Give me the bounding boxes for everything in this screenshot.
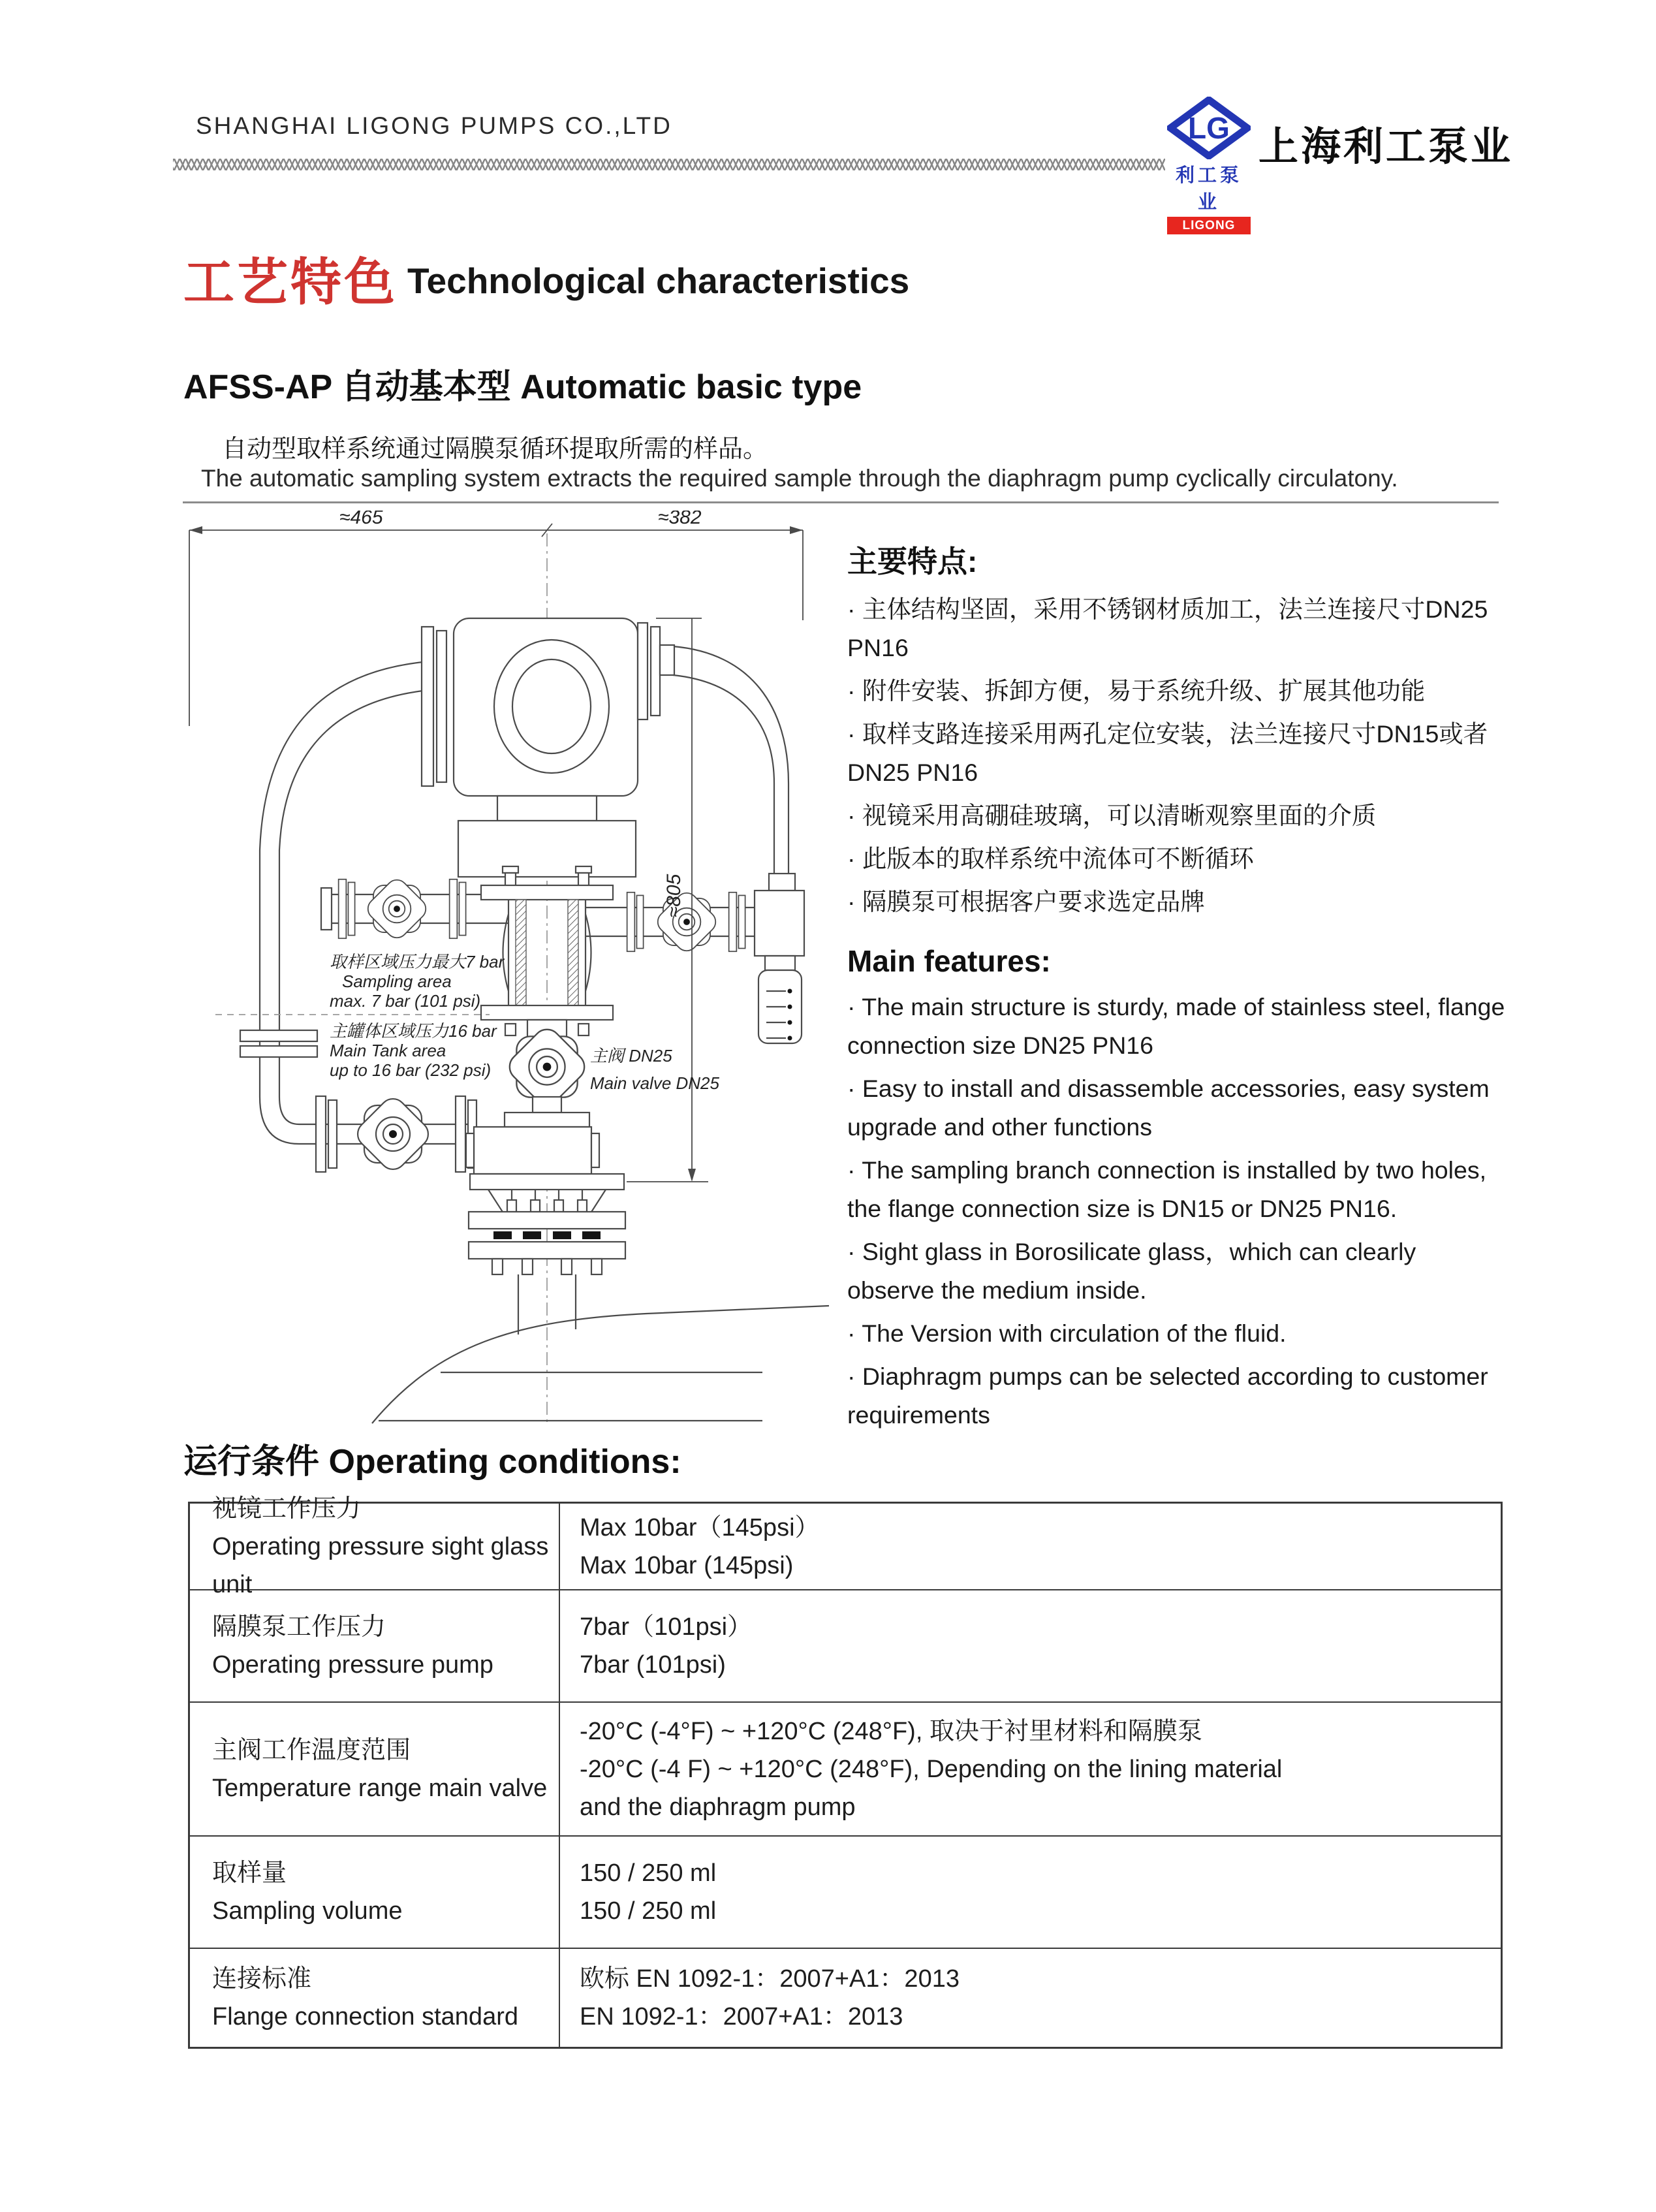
bullet-dot: · <box>847 677 862 704</box>
header-divider-pattern <box>173 159 1165 170</box>
dim-height: ≈805 <box>663 874 685 918</box>
feature-item-zh: · 视镜采用高硼硅玻璃，可以清晰观察里面的介质 <box>847 802 1377 829</box>
features-heading-en: Main features: <box>847 944 1051 978</box>
divider-rule <box>183 501 1499 503</box>
operating-conditions-table <box>188 1494 1503 2049</box>
features-heading-zh: 主要特点: <box>847 545 978 578</box>
description-en: The automatic sampling system extracts the required sample through the diaphragm pump cyclically circulatony. <box>201 465 1398 492</box>
bullet-dot: · <box>847 845 862 872</box>
logo-monogram: LG <box>1188 111 1230 145</box>
dim-width-left: ≈465 <box>339 511 383 528</box>
bullet-dot: · <box>847 1156 862 1184</box>
bullet-dot: · <box>847 993 862 1020</box>
table-row-label: 取样量 Sampling volume <box>190 1837 560 1949</box>
features-panel <box>847 538 1508 1439</box>
feature-item-zh: · 主体结构坚固，采用不锈钢材质加工，法兰连接尺寸DN25 PN16 <box>847 595 1488 661</box>
company-name: SHANGHAI LIGONG PUMPS CO.,LTD <box>196 112 672 139</box>
feature-item-en: · The sampling branch connection is installed by two holes, the flange connection size is DN15 or DN25 PN16. <box>847 1156 1487 1222</box>
table-row-label: 视镜工作压力 Operating pressure sight glass unit <box>190 1504 560 1590</box>
feature-item-en: · The main structure is sturdy, made of stainless steel, flange connection size DN25 PN16 <box>847 993 1505 1059</box>
note-tank-zh: 主罐体区域压力16 bar <box>330 1021 497 1041</box>
sample-bottle <box>758 956 802 1043</box>
feature-item-en: · The Version with circulation of the fluid. <box>847 1319 1287 1347</box>
brand-title: 上海利工泵业 <box>1258 124 1514 168</box>
table-row-value: 7bar（101psi） 7bar (101psi) <box>560 1590 1501 1703</box>
feature-item-en: · Sight glass in Borosilicate glass，which can clearly observe the medium inside. <box>847 1238 1416 1304</box>
left-branch-valve <box>339 876 466 942</box>
feature-item-zh: · 附件安装、拆卸方便，易于系统升级、扩展其他功能 <box>847 677 1426 704</box>
bullet-dot: · <box>847 802 862 829</box>
note-sampling-zh: 取样区域压力最大7 bar <box>330 952 505 972</box>
bullet-dot: · <box>847 888 862 915</box>
bullet-dot: · <box>847 720 862 748</box>
label-main-valve-en: Main valve DN25 <box>590 1073 719 1093</box>
note-tank-en2: up to 16 bar (232 psi) <box>330 1060 492 1080</box>
right-return-tube <box>673 646 789 876</box>
diaphragm-pump-head <box>422 618 674 796</box>
note-sampling-en1: Sampling area <box>342 972 452 991</box>
note-tank-en1: Main Tank area <box>330 1041 446 1060</box>
table-row-label: 隔膜泵工作压力 Operating pressure pump <box>190 1590 560 1703</box>
main-valve <box>504 1024 590 1127</box>
table-row-label: 主阀工作温度范围 Temperature range main valve <box>190 1703 560 1837</box>
feature-item-en: · Easy to install and disassemble accessories, easy system upgrade and other functions <box>847 1075 1490 1141</box>
tank-flange-connection <box>466 1127 625 1335</box>
description-zh: 自动型取样系统通过隔膜泵循环提取所需的样品。 <box>222 435 768 463</box>
feature-item-zh: · 取样支路连接采用两孔定位安装，法兰连接尺寸DN15或者 DN25 PN16 <box>847 720 1488 786</box>
page-title-zh: 工艺特色 <box>183 253 398 311</box>
tank-dome <box>372 1306 829 1423</box>
feature-item-zh: · 此版本的取样系统中流体可不断循环 <box>847 845 1254 872</box>
feature-item-en: · Diaphragm pumps can be selected according to customer requirements <box>847 1363 1488 1429</box>
tube-collar <box>769 874 795 891</box>
sampling-branch <box>627 874 804 1043</box>
logo-english-badge: LIGONG PUMP <box>1167 217 1251 234</box>
logo-diamond <box>1167 97 1251 159</box>
feature-item-zh: · 隔膜泵可根据客户要求选定品牌 <box>847 888 1205 915</box>
operating-conditions-heading: 运行条件 Operating conditions: <box>183 1443 681 1481</box>
bullet-dot: · <box>847 1319 862 1347</box>
bullet-dot: · <box>847 1075 862 1102</box>
table-row-value: Max 10bar（145psi） Max 10bar (145psi) <box>560 1504 1501 1590</box>
tank-side-valve <box>316 1094 476 1175</box>
dim-width-right: ≈382 <box>658 511 702 528</box>
bullet-dot: · <box>847 1363 862 1390</box>
table-row-value: -20°C (-4°F) ~ +120°C (248°F), 取决于衬里材料和隔膜泵 -20°C (-4 F) ~ +120°C (248°F), Depending on the lining material and the diaphragm pump <box>560 1703 1501 1837</box>
logo-chinese-name: 利工泵业 <box>1175 165 1242 213</box>
technical-drawing <box>176 511 849 1451</box>
note-sampling-en2: max. 7 bar (101 psi) <box>330 991 481 1011</box>
table-row-label: 连接标准 Flange connection standard <box>190 1949 560 2047</box>
table-row-value: 欧标 EN 1092-1：2007+A1：2013 EN 1092-1：2007+A1：2013 <box>580 1965 960 2030</box>
product-heading: AFSS-AP 自动基本型 Automatic basic type <box>183 368 862 406</box>
bullet-dot: · <box>847 595 862 623</box>
page-title-en: Technological characteristics <box>407 261 910 301</box>
table-row-value: 150 / 250 ml 150 / 250 ml <box>560 1837 1501 1949</box>
bottle-head-block <box>755 891 804 956</box>
label-main-valve-zh: 主阀 DN25 <box>590 1046 672 1066</box>
bullet-dot: · <box>847 1238 862 1265</box>
company-logo <box>1167 97 1251 250</box>
